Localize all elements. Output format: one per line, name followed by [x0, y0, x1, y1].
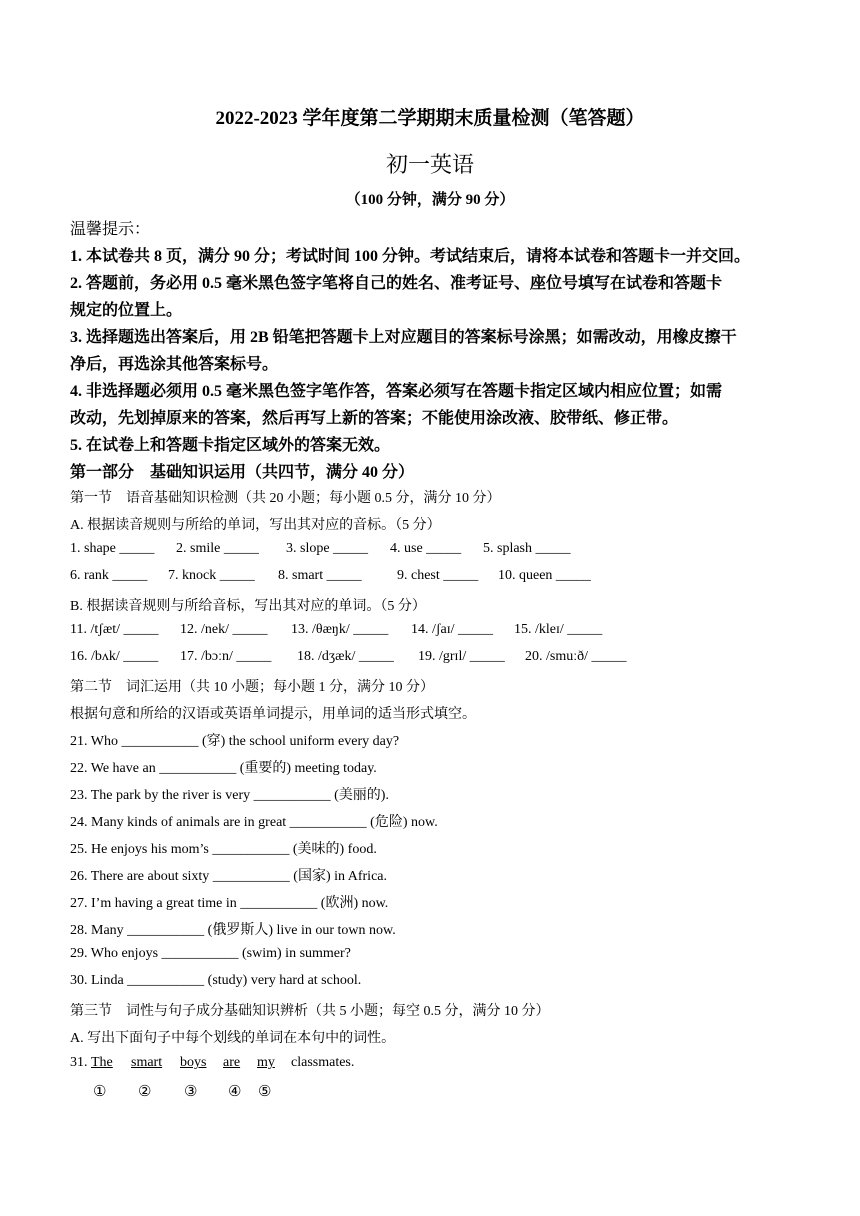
section1-a-instruction: A. 根据读音规则与所给的单词，写出其对应的音标。（5 分）	[70, 518, 441, 533]
tip-line-3: 3. 选择题选出答案后，用 2B 铅笔把答题卡上对应题目的答案标号涂黑；如需改动，用橡皮擦干	[70, 329, 737, 346]
plain-word: classmates.	[291, 1055, 355, 1070]
tip-line-2-cont: 规定的位置上。	[70, 302, 183, 319]
circled-number-5: ⑤	[258, 1084, 272, 1100]
question-item: 12. /nek/ _____	[180, 622, 268, 637]
question-item: 1. shape _____	[70, 541, 155, 556]
vocab-item-24: 24. Many kinds of animals are in great ___________ (危险) now.	[70, 815, 438, 830]
time-score-note: （100 分钟，满分 90 分）	[345, 192, 515, 208]
question-item: 3. slope _____	[286, 541, 369, 556]
question-item: 13. /θæŋk/ _____	[291, 622, 389, 637]
question-item: 15. /kleɪ/ _____	[514, 622, 603, 637]
vocab-item-27: 27. I’m having a great time in ___________ (欧洲) now.	[70, 896, 389, 911]
question-item: 16. /bʌk/ _____	[70, 649, 159, 664]
phonetic-row-2	[70, 568, 591, 584]
phonetic-row-1	[70, 541, 571, 557]
vocab-item-23: 23. The park by the river is very ___________ (美丽的).	[70, 788, 389, 803]
section3-a-instruction: A. 写出下面句子中每个划线的单词在本句中的词性。	[70, 1031, 396, 1046]
phonetic-row-3	[70, 622, 602, 638]
tip-line-3-cont: 净后，再选涂其他答案标号。	[70, 356, 279, 373]
underlined-word: are	[223, 1055, 241, 1070]
question-item: 10. queen _____	[498, 568, 591, 583]
section2-instruction: 根据句意和所给的汉语或英语单词提示，用单词的适当形式填空。	[70, 707, 476, 722]
circled-number-3: ③	[184, 1084, 198, 1100]
question-item: 18. /dʒæk/ _____	[297, 649, 394, 664]
tips-heading: 温馨提示：	[70, 221, 151, 238]
section1-b-instruction: B. 根据读音规则与所给音标，写出其对应的单词。（5 分）	[70, 599, 426, 614]
question-item: 5. splash _____	[483, 541, 571, 556]
vocab-item-26: 26. There are about sixty ___________ (国家) in Africa.	[70, 869, 388, 884]
tip-line-5: 5. 在试卷上和答题卡指定区域外的答案无效。	[70, 437, 391, 454]
question-item: 17. /bɔːn/ _____	[180, 649, 272, 664]
section3-heading: 第三节 词性与句子成分基础知识辨析（共 5 小题；每空 0.5 分，满分 10 分）	[70, 1004, 550, 1019]
circled-number-4: ④	[228, 1084, 242, 1100]
section1-heading: 第一节 语音基础知识检测（共 20 小题；每小题 0.5 分，满分 10 分）	[70, 491, 501, 506]
exam-subtitle: 初一英语	[385, 152, 474, 177]
question-31-sentence	[70, 1055, 355, 1071]
section2-heading: 第二节 词汇运用（共 10 小题；每小题 1 分，满分 10 分）	[70, 680, 434, 695]
vocab-item-29: 29. Who enjoys ___________ (swim) in summer?	[70, 946, 351, 961]
underlined-word: my	[257, 1055, 275, 1070]
vocab-item-21: 21. Who ___________ (穿) the school uniform every day?	[70, 734, 400, 749]
circled-number-1: ①	[93, 1084, 107, 1100]
question-item: 8. smart _____	[278, 568, 362, 583]
question-item: 4. use _____	[390, 541, 462, 556]
question-item: 20. /smuːð/ _____	[525, 649, 627, 664]
vocab-item-28: 28. Many ___________ (俄罗斯人) live in our town now.	[70, 923, 396, 938]
tip-line-4: 4. 非选择题必须用 0.5 毫米黑色签字笔作答，答案必须写在答题卡指定区域内相应位置；如需	[70, 383, 723, 400]
question-item: 6. rank _____	[70, 568, 148, 583]
vocab-item-25: 25. He enjoys his mom’s ___________ (美味的) food.	[70, 842, 377, 857]
question-item: 19. /grɪl/ _____	[418, 649, 505, 664]
question-item: 7. knock _____	[168, 568, 255, 583]
question-item: 2. smile _____	[176, 541, 259, 556]
exam-title: 2022-2023 学年度第二学期期末质量检测（笔答题）	[215, 108, 645, 129]
underlined-word: The	[91, 1055, 113, 1070]
underlined-word: boys	[180, 1055, 207, 1070]
vocab-item-30: 30. Linda ___________ (study) very hard at school.	[70, 973, 362, 988]
question-item: 9. chest _____	[397, 568, 479, 583]
question-item: 11. /tʃæt/ _____	[70, 622, 159, 637]
underlined-word: smart	[131, 1055, 163, 1070]
tip-line-1: 1. 本试卷共 8 页，满分 90 分；考试时间 100 分钟。考试结束后，请将本试卷和答题卡一并交回。	[70, 248, 751, 265]
vocab-item-22: 22. We have an ___________ (重要的) meeting today.	[70, 761, 377, 776]
question-item: 14. /ʃaɪ/ _____	[411, 622, 494, 637]
phonetic-row-4	[70, 649, 627, 665]
part1-heading: 第一部分 基础知识运用（共四节，满分 40 分）	[70, 464, 415, 481]
circled-number-2: ②	[138, 1084, 152, 1100]
tip-line-4-cont: 改动，先划掉原来的答案，然后再写上新的答案；不能使用涂改液、胶带纸、修正带。	[70, 410, 679, 427]
tip-line-2: 2. 答题前，务必用 0.5 毫米黑色签字笔将自己的姓名、准考证号、座位号填写在试卷和答题卡	[70, 275, 723, 292]
question-number: 31.	[70, 1055, 88, 1070]
